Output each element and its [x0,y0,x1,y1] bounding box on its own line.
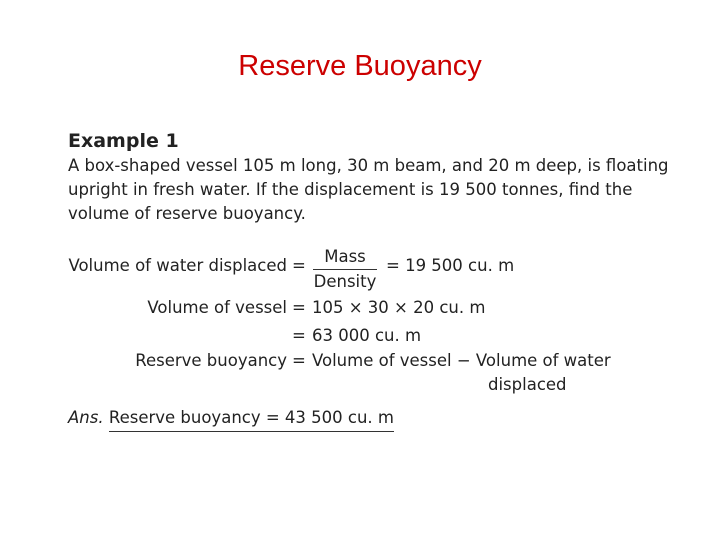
answer-line [68,408,394,432]
example-heading: Example 1 [68,130,179,152]
fraction-numerator: Mass [324,247,366,266]
step1-result: = 19 500 cu. m [386,256,515,275]
step4-lhs: Reserve buoyancy [135,351,287,370]
step2-lhs: Volume of vessel [147,298,287,317]
step4-rhs-continued: displaced [488,375,567,394]
slide-title: Reserve Buoyancy [238,50,482,82]
solution-step-4-continued [488,375,567,394]
step1-equals: = [292,256,306,275]
answer-text: Reserve buoyancy = 43 500 cu. m [109,408,394,432]
mass-density-fraction [313,247,377,291]
fraction-denominator: Density [313,272,377,291]
step4-rhs: Volume of vessel − Volume of water [312,351,611,370]
step2-equals: = [292,298,306,317]
problem-statement: A box-shaped vessel 105 m long, 30 m beam, and 20 m deep, is floating upright in fresh water. If the displacement is 19 500 tonnes, find the volume of reserve buoyancy. [68,156,669,223]
step3-rhs: 63 000 cu. m [312,326,422,345]
answer-label: Ans. [68,408,104,427]
step2-rhs: 105 × 30 × 20 cu. m [312,298,486,317]
step3-equals: = [292,326,306,345]
step1-lhs: Volume of water displaced [68,256,287,275]
step4-equals: = [292,351,306,370]
